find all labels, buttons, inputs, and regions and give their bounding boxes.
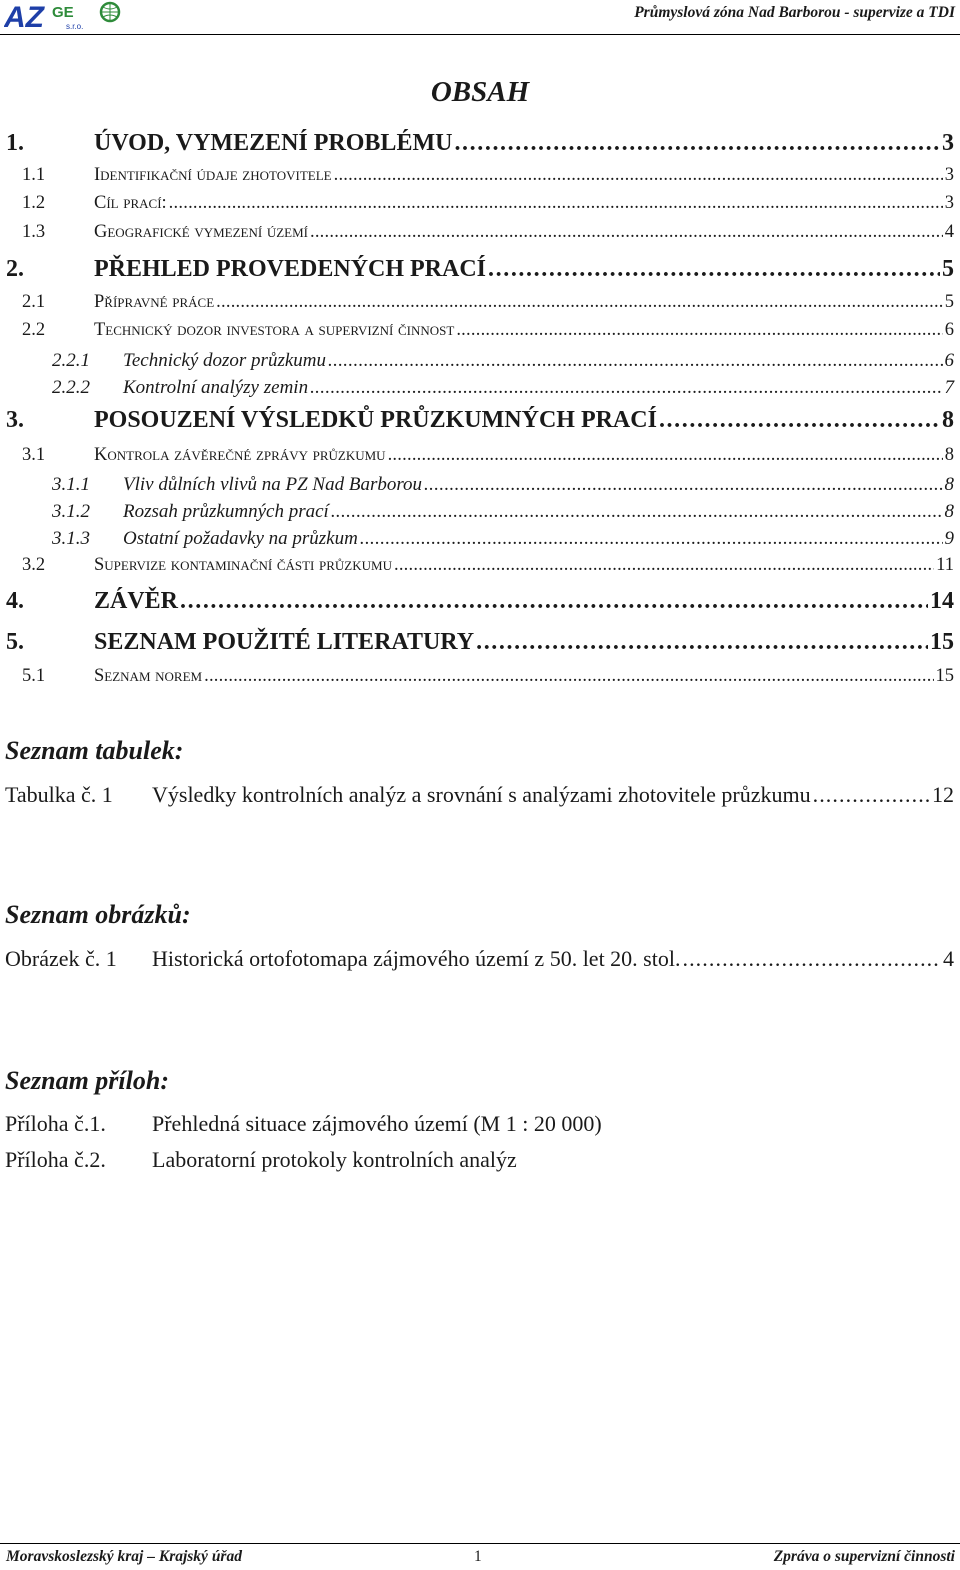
toc-page: 11	[936, 555, 954, 575]
toc-page: 8	[944, 445, 954, 465]
toc-page: 5	[942, 256, 954, 282]
toc-leader	[360, 528, 943, 550]
toc-leader	[682, 946, 941, 972]
toc-page: 3	[944, 165, 954, 185]
figure-desc: Historická ortofotomapa zájmového území z 50. let 20. stol.	[152, 946, 681, 971]
toc-page: 6	[944, 320, 954, 340]
toc-number: 2.2	[22, 320, 46, 340]
toc-number: 1.3	[22, 222, 46, 242]
toc-entry[interactable]	[0, 256, 954, 283]
table-label: Tabulka č. 1	[5, 782, 113, 807]
toc-entry[interactable]	[0, 528, 954, 550]
toc-entry[interactable]	[0, 588, 954, 615]
svg-text:s.r.o.: s.r.o.	[66, 22, 84, 31]
toc-leader	[456, 320, 942, 341]
toc-number: 2.	[6, 256, 24, 282]
toc-entry[interactable]	[0, 350, 954, 372]
page-footer	[0, 1543, 960, 1570]
toc-leader	[659, 407, 940, 434]
toc-number: 3.1.3	[52, 528, 90, 549]
toc-page: 3	[944, 193, 954, 213]
appendices-heading: Seznam příloh:	[5, 1066, 169, 1095]
toc-leader	[331, 501, 943, 523]
toc-leader	[334, 165, 943, 186]
toc-entry[interactable]	[0, 165, 954, 186]
toc-title: Vliv důlních vlivů na PZ Nad Barborou	[123, 474, 423, 495]
toc-title: Přípravné práce	[94, 292, 215, 312]
toc-number: 3.1.1	[52, 474, 90, 495]
figure-label: Obrázek č. 1	[5, 946, 117, 971]
toc-entry[interactable]	[0, 474, 954, 496]
toc-page: 14	[930, 588, 954, 614]
toc-page: 3	[942, 130, 954, 156]
toc-number: 2.2.2	[52, 377, 90, 398]
appendix-desc: Přehledná situace zájmového území (M 1 : 20 000)	[152, 1111, 602, 1136]
toc-number: 1.2	[22, 193, 46, 213]
svg-text:GE: GE	[52, 4, 74, 21]
toc-leader	[310, 222, 943, 243]
page-header	[0, 0, 960, 35]
toc-title: PŘEHLED PROVEDENÝCH PRACÍ	[94, 256, 487, 282]
company-logo	[4, 1, 144, 31]
toc-title: Technický dozor průzkumu	[123, 350, 326, 371]
toc-page: 6	[944, 350, 954, 371]
toc-entry[interactable]	[0, 130, 954, 157]
appendix-desc: Laboratorní protokoly kontrolních analýz	[152, 1147, 517, 1172]
toc-number: 4.	[6, 588, 24, 614]
toc-leader	[310, 377, 942, 399]
toc-title: Rozsah průzkumných prací	[123, 501, 329, 522]
figure-page: 4	[943, 946, 954, 971]
toc-entry[interactable]	[0, 377, 954, 399]
figure-list-item[interactable]	[0, 946, 954, 972]
toc-title: Seznam norem	[94, 666, 203, 686]
toc-leader	[180, 588, 928, 615]
toc-title: Geografické vymezení území	[94, 222, 308, 242]
toc-page: 8	[944, 501, 954, 522]
toc-title: Kontrola závěrečné zprávy průzkumu	[94, 445, 386, 465]
tables-heading: Seznam tabulek:	[5, 736, 184, 765]
toc-entry[interactable]	[0, 501, 954, 523]
toc-leader	[328, 350, 943, 372]
toc-number: 2.2.1	[52, 350, 90, 371]
figures-heading: Seznam obrázků:	[5, 900, 191, 929]
toc-page: 9	[944, 528, 954, 549]
toc-title: SEZNAM POUŽITÉ LITERATURY	[94, 629, 475, 655]
toc-page: 8	[942, 407, 954, 433]
toc-page: 15	[930, 629, 954, 655]
toc-title: Cíl prací:	[94, 193, 167, 213]
appendix-list-item[interactable]	[0, 1111, 954, 1137]
toc-number: 3.1.2	[52, 501, 90, 522]
toc-number: 5.	[6, 629, 24, 655]
toc-leader	[388, 445, 943, 466]
toc-entry[interactable]	[0, 222, 954, 243]
toc-number: 1.1	[22, 165, 46, 185]
toc-entry[interactable]	[0, 320, 954, 341]
toc-page: 15	[935, 666, 954, 686]
toc-title: Ostatní požadavky na průzkum	[123, 528, 358, 549]
appendix-list-item[interactable]	[0, 1147, 954, 1173]
toc-page: 5	[944, 292, 954, 312]
toc-number: 2.1	[22, 292, 46, 312]
toc-title: Identifikační údaje zhotovitele	[94, 165, 332, 185]
appendix-label: Příloha č.1.	[5, 1111, 106, 1136]
toc-number: 5.1	[22, 666, 46, 686]
toc-title: Technický dozor investora a supervizní činnost	[94, 320, 455, 340]
page-number: 1	[474, 1548, 482, 1565]
toc-leader	[424, 474, 942, 496]
toc-leader	[204, 666, 933, 687]
toc-entry[interactable]	[0, 666, 954, 687]
toc-title: ÚVOD, VYMEZENÍ PROBLÉMU	[94, 130, 453, 156]
toc-leader	[394, 555, 934, 576]
table-desc: Výsledky kontrolních analýz a srovnání s analýzami zhotovitele průzkumu	[152, 782, 811, 807]
header-title: Průmyslová zóna Nad Barborou - supervize a TDI	[634, 4, 955, 21]
appendix-label: Příloha č.2.	[5, 1147, 106, 1172]
toc-number: 3.	[6, 407, 24, 433]
svg-text:AZ: AZ	[4, 1, 44, 31]
toc-title: ZÁVĚR	[94, 588, 179, 614]
toc-leader	[488, 256, 940, 283]
toc-title: POSOUZENÍ VÝSLEDKŮ PRŮZKUMNÝCH PRACÍ	[94, 407, 657, 433]
toc-entry[interactable]	[0, 445, 954, 466]
toc-title: Kontrolní analýzy zemin	[123, 377, 309, 398]
toc-leader	[813, 782, 930, 808]
toc-leader	[169, 193, 943, 214]
toc-entry[interactable]	[0, 193, 954, 214]
toc-page: 7	[944, 377, 954, 398]
table-page: 12	[932, 782, 954, 807]
toc-leader	[476, 629, 928, 656]
toc-number: 3.1	[22, 445, 46, 465]
toc-heading: OBSAH	[430, 76, 530, 108]
toc-title: Supervize kontaminační části průzkumu	[94, 555, 392, 575]
toc-leader	[454, 130, 940, 157]
toc-number: 3.2	[22, 555, 46, 575]
toc-number: 1.	[6, 130, 24, 156]
footer-left: Moravskoslezský kraj – Krajský úřad	[6, 1548, 242, 1565]
table-list-item[interactable]	[0, 782, 954, 808]
toc-entry[interactable]	[0, 629, 954, 656]
toc-page: 4	[944, 222, 954, 242]
toc-page: 8	[944, 474, 954, 495]
footer-right: Zpráva o supervizní činnosti	[773, 1548, 955, 1565]
toc-entry[interactable]	[0, 555, 954, 576]
toc-leader	[216, 292, 943, 313]
toc-entry[interactable]	[0, 292, 954, 313]
toc-entry[interactable]	[0, 407, 954, 434]
